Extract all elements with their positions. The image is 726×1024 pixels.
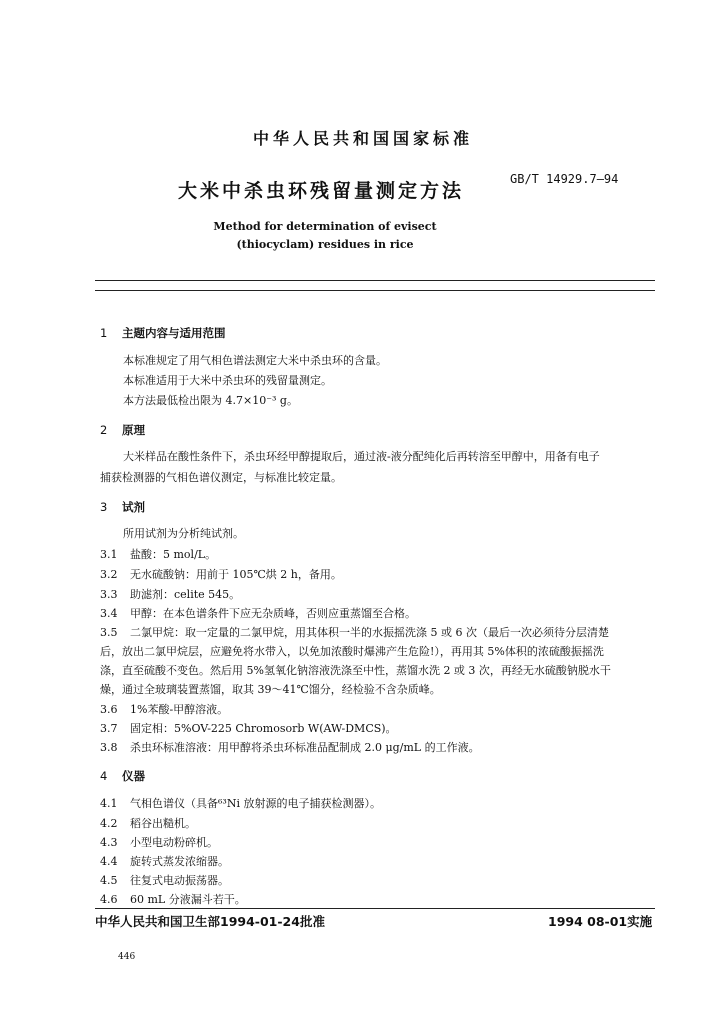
document-title: 大米中杀虫环残留量测定方法 [178, 180, 465, 202]
reagent-item: 3.7 固定相：5%OV-225 Chromosorb W(AW-DMCS)。 [100, 722, 397, 735]
reagent-item: 3.6 1%苯酸-甲醇溶液。 [100, 703, 229, 716]
footer-rule [95, 908, 655, 909]
reagent-item: 3.5 二氯甲烷：取一定量的二氯甲烷，用其体积一半的水振摇洗涤 5 或 6 次（最后一次必须待分层清楚 [100, 626, 609, 639]
section-title: 仪器 [122, 769, 145, 783]
section-2-line: 捕获检测器的气相色谱仪测定，与标准比较定量。 [100, 471, 342, 484]
section-number: 4 [100, 769, 108, 783]
section-2-heading [100, 422, 145, 438]
section-title: 原理 [122, 423, 145, 437]
implementation-date: 1994 08-01实施 [548, 914, 653, 929]
instrument-item: 4.6 60 mL 分液漏斗若干。 [100, 893, 246, 906]
standard-code: GB/T 14929.7—94 [510, 172, 619, 186]
national-standard-heading: 中华人民共和国国家标准 [252, 129, 473, 148]
reagent-item: 3.1 盐酸：5 mol/L。 [100, 548, 217, 561]
header-rule [95, 280, 655, 281]
section-4-heading [100, 768, 145, 784]
reagent-item-continuation: 涤，直至硫酸不变色。然后用 5%氢氧化钠溶液洗涤至中性，蒸馏水洗 2 或 3 次，再经无水硫酸钠脱水干 [100, 664, 611, 677]
instrument-item: 4.2 稻谷出糙机。 [100, 817, 196, 830]
section-1-line: 本方法最低检出限为 4.7×10⁻³ g。 [123, 394, 298, 407]
approval-notice: 中华人民共和国卫生部1994-01-24批准 [95, 914, 325, 929]
section-number: 2 [100, 423, 108, 437]
reagent-item-continuation: 后，放出二氯甲烷层，应避免将水带入，以免加浓酸时爆沸产生危险!），再用其 5%体积的浓硫酸振摇洗 [100, 645, 604, 658]
page-number: 446 [118, 952, 136, 962]
reagent-item: 3.8 杀虫环标准溶液：用甲醇将杀虫环标准品配制成 2.0 μg/mL 的工作液。 [100, 741, 480, 754]
instrument-item: 4.4 旋转式蒸发浓缩器。 [100, 855, 229, 868]
section-number: 1 [100, 326, 108, 340]
reagent-item: 3.2 无水硫酸钠：用前于 105℃烘 2 h，备用。 [100, 568, 342, 581]
section-1-line: 本标准规定了用气相色谱法测定大米中杀虫环的含量。 [123, 354, 387, 367]
section-title: 主题内容与适用范围 [122, 326, 226, 340]
reagent-item: 3.4 甲醇：在本色谱条件下应无杂质峰，否则应重蒸馏至合格。 [100, 607, 416, 620]
section-2-line: 大米样品在酸性条件下，杀虫环经甲醇提取后，通过液-液分配纯化后再转溶至甲醇中，用备有电子 [123, 450, 600, 463]
section-number: 3 [100, 500, 108, 514]
english-title-line-1: Method for determination of evisect [213, 220, 437, 233]
section-3-intro: 所用试剂为分析纯试剂。 [123, 527, 244, 540]
section-title: 试剂 [122, 500, 145, 514]
section-1-heading [100, 325, 226, 341]
section-3-heading [100, 499, 145, 515]
header-rule-secondary [95, 290, 655, 291]
reagent-item-continuation: 燥，通过全玻璃装置蒸馏，取其 39～41℃馏分，经检验不含杂质峰。 [100, 683, 441, 696]
english-title-line-2: (thiocyclam) residues in rice [236, 238, 414, 251]
instrument-item: 4.3 小型电动粉碎机。 [100, 836, 218, 849]
instrument-item: 4.5 往复式电动振荡器。 [100, 874, 229, 887]
instrument-item: 4.1 气相色谱仪（具备⁶³Ni 放射源的电子捕获检测器）。 [100, 797, 381, 810]
reagent-item: 3.3 助滤剂：celite 545。 [100, 588, 241, 601]
section-1-line: 本标准适用于大米中杀虫环的残留量测定。 [123, 374, 332, 387]
